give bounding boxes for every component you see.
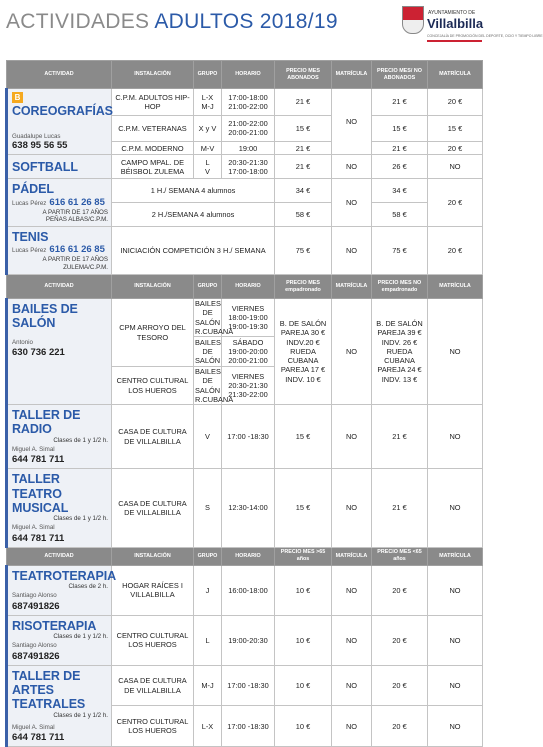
matricula: NO bbox=[332, 615, 372, 665]
horario: 17:00 -18:30 bbox=[222, 706, 275, 747]
precio-no-abonado: 26 € bbox=[372, 155, 428, 179]
col-precio-abonados: PRECIO MES ABONADOS bbox=[275, 61, 332, 89]
logo-top-text: AYUNTAMIENTO DE bbox=[428, 10, 476, 16]
activity-padel bbox=[7, 179, 112, 227]
activity-name: TALLER DE RADIO bbox=[12, 408, 81, 437]
horario: VIERNES 20:30-21:30 21:30-22:00 bbox=[222, 367, 275, 405]
contact-phone: 630 736 221 bbox=[12, 346, 65, 358]
instalacion: CAMPO MPAL. DE BÉISBOL ZULEMA bbox=[112, 155, 194, 179]
villalbilla-logo bbox=[402, 4, 543, 50]
contact-name: Guadalupe Lucas bbox=[12, 132, 61, 140]
col-instalacion: INSTALACIÓN bbox=[112, 275, 194, 299]
class-duration: Clases de 1 y 1/2 h. bbox=[53, 515, 108, 523]
activity-name: TENIS bbox=[12, 230, 49, 244]
matricula-no-abonado: NO bbox=[428, 155, 483, 179]
precio-no-abonado: 21 € bbox=[372, 142, 428, 155]
contact-phone: 687491826 bbox=[12, 600, 60, 612]
contact-phone: 644 781 711 bbox=[12, 454, 65, 466]
grupo: S bbox=[194, 469, 222, 548]
col-instalacion: INSTALACIÓN bbox=[112, 547, 194, 565]
col-actividad: ACTIVIDAD bbox=[7, 547, 112, 565]
grupo: X y V bbox=[194, 115, 222, 142]
activity-bailes-de-salon bbox=[7, 299, 112, 405]
activity-name: TEATROTERAPIA bbox=[12, 568, 117, 583]
modalidad: 2 H./SEMANA 4 alumnos bbox=[112, 203, 275, 227]
col-grupo: GRUPO bbox=[194, 547, 222, 565]
contact-name: Miguel A. Simal bbox=[12, 524, 55, 531]
instalacion: HOGAR RAÍCES I VILLALBILLA bbox=[112, 565, 194, 615]
contact-name: Santiago Alonso bbox=[12, 641, 57, 649]
header-row-empadronado bbox=[7, 275, 483, 299]
horario: 17:00-18:00 21:00-22:00 bbox=[222, 89, 275, 116]
grupo: BAILES DE SALÓN bbox=[195, 337, 221, 366]
contact-name: Lucas Pérez bbox=[12, 247, 47, 255]
col-precio-mayor-65: PRECIO MES >65 años bbox=[275, 547, 332, 565]
contact-phone: 644 781 711 bbox=[12, 732, 65, 744]
horario: 12:30-14:00 bbox=[222, 469, 275, 548]
contact-name: Lucas Pérez bbox=[12, 199, 47, 207]
matricula-no-empadronado: NO bbox=[428, 299, 483, 405]
logo-tagline: CONCEJALÍA DE PROMOCIÓN DEL DEPORTE, OCIO Y TIEMPO LIBRE bbox=[427, 34, 543, 38]
col-matricula: MATRÍCULA bbox=[332, 547, 372, 565]
col-instalacion: INSTALACIÓN bbox=[112, 61, 194, 89]
contact-phone: 687491826 bbox=[12, 650, 60, 662]
matricula: NO bbox=[332, 155, 372, 179]
title-gray: ACTIVIDADES bbox=[6, 10, 150, 33]
matricula-menor-65: NO bbox=[428, 565, 483, 615]
contact-phone: 616 61 26 85 bbox=[49, 196, 105, 208]
instalacion: CASA DE CULTURA DE VILLALBILLA bbox=[112, 665, 194, 706]
precio-mayor-65: 10 € bbox=[275, 665, 332, 706]
grupo: M-J bbox=[194, 665, 222, 706]
horario: SÁBADO 19:00-20:00 20:00-21:00 bbox=[222, 337, 275, 367]
logo-bar bbox=[427, 40, 482, 42]
grupo: BAILES DE SALÓN R.CUBANA bbox=[195, 299, 234, 336]
table-row bbox=[7, 155, 483, 179]
instalacion: CENTRO CULTURAL LOS HUEROS bbox=[112, 367, 194, 405]
contact-name: Antonio bbox=[12, 338, 33, 346]
matricula: NO bbox=[332, 469, 372, 548]
table-row bbox=[7, 299, 483, 337]
horario: VIERNES 18:00-19:00 19:00-19:30 bbox=[222, 299, 275, 337]
precio-no-empadronado: 21 € bbox=[372, 405, 428, 469]
matricula: NO bbox=[332, 706, 372, 747]
header-row-edad bbox=[7, 547, 483, 565]
col-grupo: GRUPO bbox=[194, 275, 222, 299]
matricula: NO bbox=[332, 565, 372, 615]
matricula-no-abonado: 20 € bbox=[428, 142, 483, 155]
matricula: NO bbox=[332, 179, 372, 227]
instalacion: C.P.M. VETERANAS bbox=[112, 115, 194, 142]
coat-of-arms-icon bbox=[402, 6, 424, 34]
precio-mayor-65: 10 € bbox=[275, 615, 332, 665]
contact-name: Miguel A. Simal bbox=[12, 723, 55, 731]
instalacion: CASA DE CULTURA DE VILLALBILLA bbox=[112, 405, 194, 469]
contact-phone: 616 61 26 85 bbox=[49, 244, 105, 256]
contact-name: Santiago Alonso bbox=[12, 591, 57, 599]
activity-name: SOFTBALL bbox=[12, 160, 78, 175]
matricula: NO bbox=[332, 227, 372, 275]
matricula-no-abonado: 15 € bbox=[428, 115, 483, 142]
matricula: NO bbox=[332, 299, 372, 405]
precio-no-empadronado: B. DE SALÓN PAREJA 39 € INDV. 26 € RUEDA CUBANA PAREJA 24 € INDV. 13 € bbox=[372, 299, 428, 405]
instalacion: CASA DE CULTURA DE VILLALBILLA bbox=[112, 469, 194, 548]
table-row bbox=[7, 179, 483, 203]
activity-name: TALLER DE ARTES TEATRALES bbox=[12, 668, 86, 712]
col-actividad: ACTIVIDAD bbox=[7, 275, 112, 299]
grupo: J bbox=[194, 565, 222, 615]
table-row bbox=[7, 615, 483, 665]
activity-coreografias bbox=[7, 89, 112, 155]
place-note: PEÑAS ALBAS/C.P.M. bbox=[45, 216, 108, 224]
activity-teatroterapia bbox=[7, 565, 117, 615]
title-blue: ADULTOS 2018/19 bbox=[154, 10, 338, 33]
col-horario: HORARIO bbox=[222, 275, 275, 299]
col-matricula-2: MATRÍCULA bbox=[428, 275, 483, 299]
col-precio-menor-65: PRECIO MES <65 años bbox=[372, 547, 428, 565]
activity-tenis bbox=[7, 227, 112, 275]
precio-empadronado: B. DE SALÓN PAREJA 30 € INDV.20 € RUEDA CUBANA PAREJA 17 € INDV. 10 € bbox=[275, 299, 332, 405]
precio-mayor-65: 10 € bbox=[275, 706, 332, 747]
matricula-no-abonado: 20 € bbox=[428, 179, 483, 227]
col-matricula-2: MATRÍCULA bbox=[428, 547, 483, 565]
col-precio-no-abonados: PRECIO MES/ NO ABONADOS bbox=[372, 61, 428, 89]
horario: 17:00 -18:30 bbox=[222, 405, 275, 469]
precio-abonado: 34 € bbox=[275, 179, 332, 203]
horario: 17:00 -18:30 bbox=[222, 665, 275, 706]
col-precio-empadronado: PRECIO MES empadronado bbox=[275, 275, 332, 299]
table-row bbox=[7, 469, 483, 548]
grupo: L bbox=[194, 615, 222, 665]
grupo: L-X M-J bbox=[194, 89, 222, 116]
table-row bbox=[7, 227, 483, 275]
logo-name: Villalbilla bbox=[427, 16, 484, 31]
precio-menor-65: 20 € bbox=[372, 565, 428, 615]
horario: 21:00-22:00 20:00-21:00 bbox=[222, 115, 275, 142]
precio-no-abonado: 75 € bbox=[372, 227, 428, 275]
precio-abonado: 21 € bbox=[275, 142, 332, 155]
table-row bbox=[7, 405, 483, 469]
matricula-menor-65: NO bbox=[428, 665, 483, 706]
activity-name: RISOTERAPIA bbox=[12, 618, 97, 633]
page-title bbox=[6, 10, 338, 34]
contact-phone: 638 95 56 55 bbox=[12, 140, 68, 152]
col-grupo: GRUPO bbox=[194, 61, 222, 89]
matricula: NO bbox=[332, 89, 372, 155]
activities-table bbox=[5, 60, 483, 747]
instalacion: C.P.M. ADULTOS HIP-HOP bbox=[112, 89, 194, 116]
age-note: A PARTIR DE 17 AÑOS bbox=[42, 208, 108, 216]
grupo: L V bbox=[194, 155, 222, 179]
activity-name: TALLER TEATRO MUSICAL bbox=[12, 472, 69, 515]
class-duration: Clases de 1 y 1/2 h. bbox=[53, 711, 108, 719]
precio-no-abonado: 34 € bbox=[372, 179, 428, 203]
col-horario: HORARIO bbox=[222, 547, 275, 565]
table-row bbox=[7, 565, 483, 615]
precio-empadronado: 15 € bbox=[275, 469, 332, 548]
horario: 19:00-20:30 bbox=[222, 615, 275, 665]
matricula-no-abonado: 20 € bbox=[428, 227, 483, 275]
activity-name: COREOGRAFÍAS bbox=[12, 104, 113, 119]
contact-name: Miguel A. Simal bbox=[12, 445, 55, 453]
header-row-abonados bbox=[7, 61, 483, 89]
matricula-menor-65: NO bbox=[428, 706, 483, 747]
grupo: V bbox=[194, 405, 222, 469]
matricula: NO bbox=[332, 405, 372, 469]
precio-no-abonado: 21 € bbox=[372, 89, 428, 116]
table-row bbox=[7, 89, 483, 116]
activity-name: PÁDEL bbox=[12, 182, 54, 197]
contact-phone: 644 781 711 bbox=[12, 532, 65, 544]
precio-no-abonado: 58 € bbox=[372, 203, 428, 227]
col-matricula: MATRÍCULA bbox=[332, 275, 372, 299]
precio-no-abonado: 15 € bbox=[372, 115, 428, 142]
col-matricula: MATRÍCULA bbox=[332, 61, 372, 89]
bullet-icon: B bbox=[12, 92, 23, 103]
matricula: NO bbox=[332, 665, 372, 706]
matricula-no-empadronado: NO bbox=[428, 469, 483, 548]
place-note: ZULEMA/C.P.M. bbox=[63, 264, 108, 271]
precio-abonado: 21 € bbox=[275, 155, 332, 179]
modalidad: 1 H./ SEMANA 4 alumnos bbox=[112, 179, 275, 203]
activity-softball bbox=[7, 155, 112, 179]
instalacion: CENTRO CULTURAL LOS HUEROS bbox=[112, 706, 194, 747]
class-duration: Clases de 1 y 1/2 h. bbox=[53, 436, 108, 444]
class-duration: Clases de 1 y 1/2 h. bbox=[53, 633, 108, 640]
precio-abonado: 58 € bbox=[275, 203, 332, 227]
precio-abonado: 15 € bbox=[275, 115, 332, 142]
precio-no-empadronado: 21 € bbox=[372, 469, 428, 548]
activity-taller-de-artes-teatrales bbox=[7, 665, 112, 747]
horario: 19:00 bbox=[222, 142, 275, 155]
activity-taller-teatro-musical bbox=[7, 469, 112, 548]
instalacion: CPM ARROYO DEL TESORO bbox=[112, 299, 194, 367]
precio-menor-65: 20 € bbox=[372, 706, 428, 747]
modalidad: INICIACIÓN COMPETICIÓN 3 H./ SEMANA bbox=[112, 227, 275, 275]
col-actividad: ACTIVIDAD bbox=[7, 61, 112, 89]
age-note: A PARTIR DE 17 AÑOS bbox=[42, 256, 108, 264]
instalacion: CENTRO CULTURAL LOS HUEROS bbox=[112, 615, 194, 665]
table-row bbox=[7, 665, 483, 706]
matricula-menor-65: NO bbox=[428, 615, 483, 665]
activity-taller-de-radio bbox=[7, 405, 112, 469]
precio-abonado: 21 € bbox=[275, 89, 332, 116]
col-horario: HORARIO bbox=[222, 61, 275, 89]
grupo: L-X bbox=[194, 706, 222, 747]
matricula-no-abonado: 20 € bbox=[428, 89, 483, 116]
horario: 20:30-21:30 17:00-18:00 bbox=[222, 155, 275, 179]
precio-abonado: 75 € bbox=[275, 227, 332, 275]
col-matricula-2: MATRÍCULA bbox=[428, 61, 483, 89]
activity-risoterapia bbox=[7, 615, 112, 665]
grupo: M-V bbox=[194, 142, 222, 155]
horario: 16:00-18:00 bbox=[222, 565, 275, 615]
class-duration: Clases de 2 h. bbox=[68, 583, 108, 590]
precio-menor-65: 20 € bbox=[372, 665, 428, 706]
precio-mayor-65: 10 € bbox=[275, 565, 332, 615]
activity-name: BAILES DE SALÓN bbox=[12, 302, 78, 331]
precio-menor-65: 20 € bbox=[372, 615, 428, 665]
instalacion: C.P.M. MODERNO bbox=[112, 142, 194, 155]
precio-empadronado: 15 € bbox=[275, 405, 332, 469]
grupo: BAILES DE SALÓN R.CUBANA bbox=[195, 367, 234, 404]
matricula-no-empadronado: NO bbox=[428, 405, 483, 469]
col-precio-no-empadronado: PRECIO MES NO empadronado bbox=[372, 275, 428, 299]
